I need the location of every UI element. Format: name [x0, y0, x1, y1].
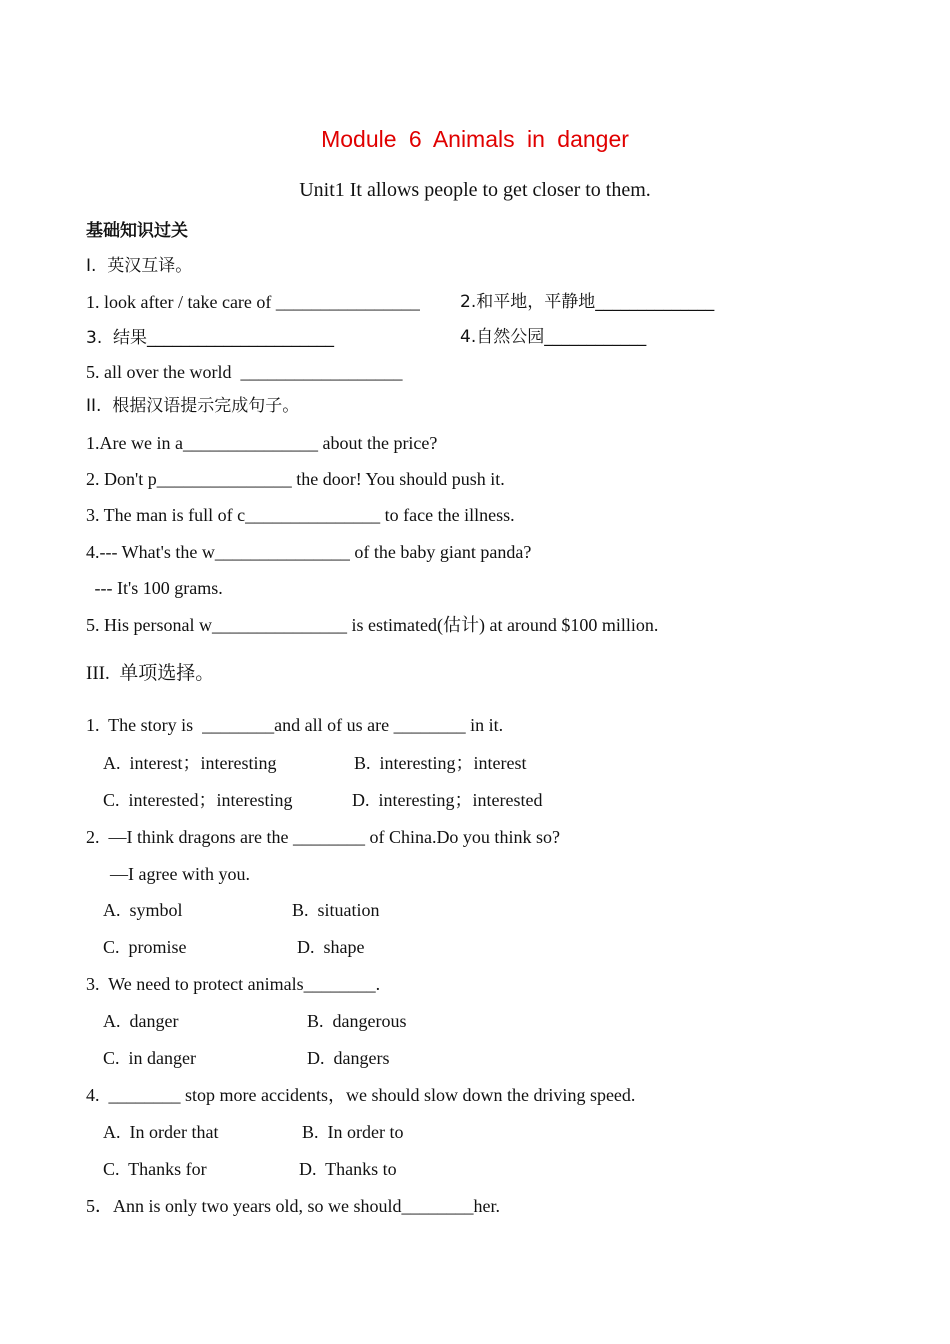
- q5-stem: 5．Ann is only two years old, so we should________her.: [86, 1196, 500, 1216]
- section3-header: III. 单项选择。: [86, 663, 215, 684]
- q4-option-c: C. Thanks for: [103, 1159, 207, 1179]
- section2-item-2: 2. Don't p_______________ the door! You should push it.: [86, 469, 505, 489]
- q2-option-c: C. promise: [103, 937, 187, 957]
- q1-option-a: A. interest；interesting: [103, 753, 277, 773]
- q1-option-b: B. interesting；interest: [354, 753, 527, 773]
- section2-item-4: 4.--- What's the w_______________ of the baby giant panda?: [86, 542, 532, 562]
- section-heading: 基础知识过关: [86, 221, 188, 241]
- section2-header: II. 根据汉语提示完成句子。: [86, 396, 300, 416]
- section1-header: I. 英汉互译。: [86, 256, 193, 276]
- section1-item-5: 5. all over the world __________________: [86, 362, 403, 382]
- q4-stem: 4. ________ stop more accidents，we should slow down the driving speed.: [86, 1085, 636, 1105]
- section1-item-3: 3. 结果______________________: [86, 328, 335, 348]
- q3-option-a: A. danger: [103, 1011, 179, 1031]
- q1-stem: 1. The story is ________and all of us are ________ in it.: [86, 715, 504, 735]
- section1-item-2: 2.和平地，平静地______________: [460, 292, 715, 312]
- q4-option-d: D. Thanks to: [299, 1159, 397, 1179]
- section2-item-3: 3. The man is full of c_______________ to face the illness.: [86, 505, 515, 525]
- q3-option-d: D. dangers: [307, 1048, 390, 1068]
- q4-option-b: B. In order to: [302, 1122, 404, 1142]
- q3-stem: 3. We need to protect animals________.: [86, 974, 381, 994]
- q2-stem: 2. —I think dragons are the ________ of China.Do you think so?: [86, 827, 560, 847]
- q2-option-a: A. symbol: [103, 900, 183, 920]
- section1-item-1: 1. look after / take care of ________________: [86, 292, 420, 312]
- q2-option-d: D. shape: [297, 937, 365, 957]
- q3-option-c: C. in danger: [103, 1048, 196, 1068]
- q1-option-c: C. interested；interesting: [103, 790, 293, 810]
- q2-reply: —I agree with you.: [110, 864, 250, 884]
- q2-option-b: B. situation: [292, 900, 380, 920]
- q1-option-d: D. interesting；interested: [352, 790, 543, 810]
- q3-option-b: B. dangerous: [307, 1011, 407, 1031]
- unit-subtitle: Unit1 It allows people to get closer to them.: [299, 179, 651, 201]
- section2-item-5: 5. His personal w_______________ is estimated(估计) at around $100 million.: [86, 615, 659, 635]
- section2-item-4-reply: --- It's 100 grams.: [90, 578, 223, 598]
- section2-item-1: 1.Are we in a_______________ about the price?: [86, 433, 438, 453]
- page-title: Module 6 Animals in danger: [321, 126, 629, 152]
- q4-option-a: A. In order that: [103, 1122, 219, 1142]
- section1-item-4: 4.自然公园____________: [460, 327, 647, 347]
